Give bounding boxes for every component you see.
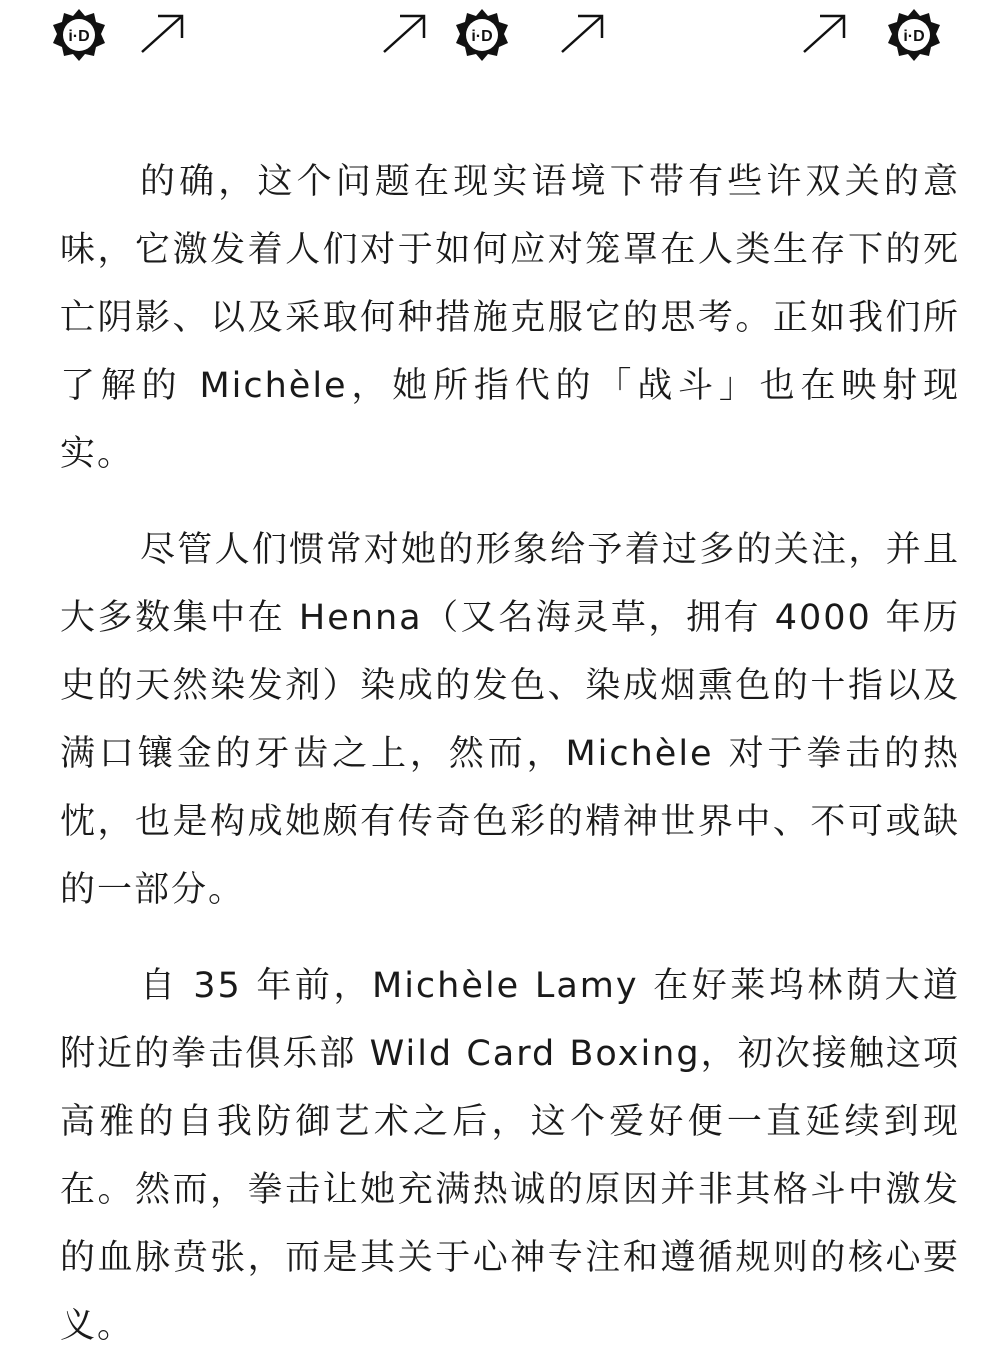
paragraph: 尽管人们惯常对她的形象给予着过多的关注，并且大多数集中在 Henna（又名海灵草，拥有 4000 年历史的天然染发剂）染成的发色、染成烟熏色的十指以及满口镶金的牙齿之上，然而，Michèle 对于拳击的热忱，也是构成她颇有传奇色彩的精神世界中、不可或缺的一部分。 [60, 530, 960, 910]
article-body [60, 148, 960, 1360]
north-east-arrow-icon [138, 12, 186, 56]
i-d-logo-icon [887, 8, 941, 62]
north-east-arrow-icon [558, 12, 606, 56]
north-east-arrow-icon [380, 12, 428, 56]
paragraph: 自 35 年前，Michèle Lamy 在好莱坞林荫大道附近的拳击俱乐部 Wild Card Boxing，初次接触这项高雅的自我防御艺术之后，这个爱好便一直延续到现在。然而，拳击让她充满热诚的原因并非其格斗中激发的血脉贲张，而是其关于心神专注和遵循规则的核心要义。 [60, 966, 960, 1346]
svg-text:i·D: i·D [471, 28, 493, 45]
svg-text:i·D: i·D [903, 28, 925, 45]
north-east-arrow-icon [800, 12, 848, 56]
svg-text:i·D: i·D [68, 28, 90, 45]
i-d-logo-icon [52, 8, 106, 62]
paragraph: 的确，这个问题在现实语境下带有些许双关的意味，它激发着人们对于如何应对笼罩在人类生存下的死亡阴影、以及采取何种措施克服它的思考。正如我们所了解的 Michèle，她所指代的「战斗」也在映射现实。 [60, 162, 960, 474]
header-strip [0, 0, 1000, 70]
i-d-logo-icon [455, 8, 509, 62]
